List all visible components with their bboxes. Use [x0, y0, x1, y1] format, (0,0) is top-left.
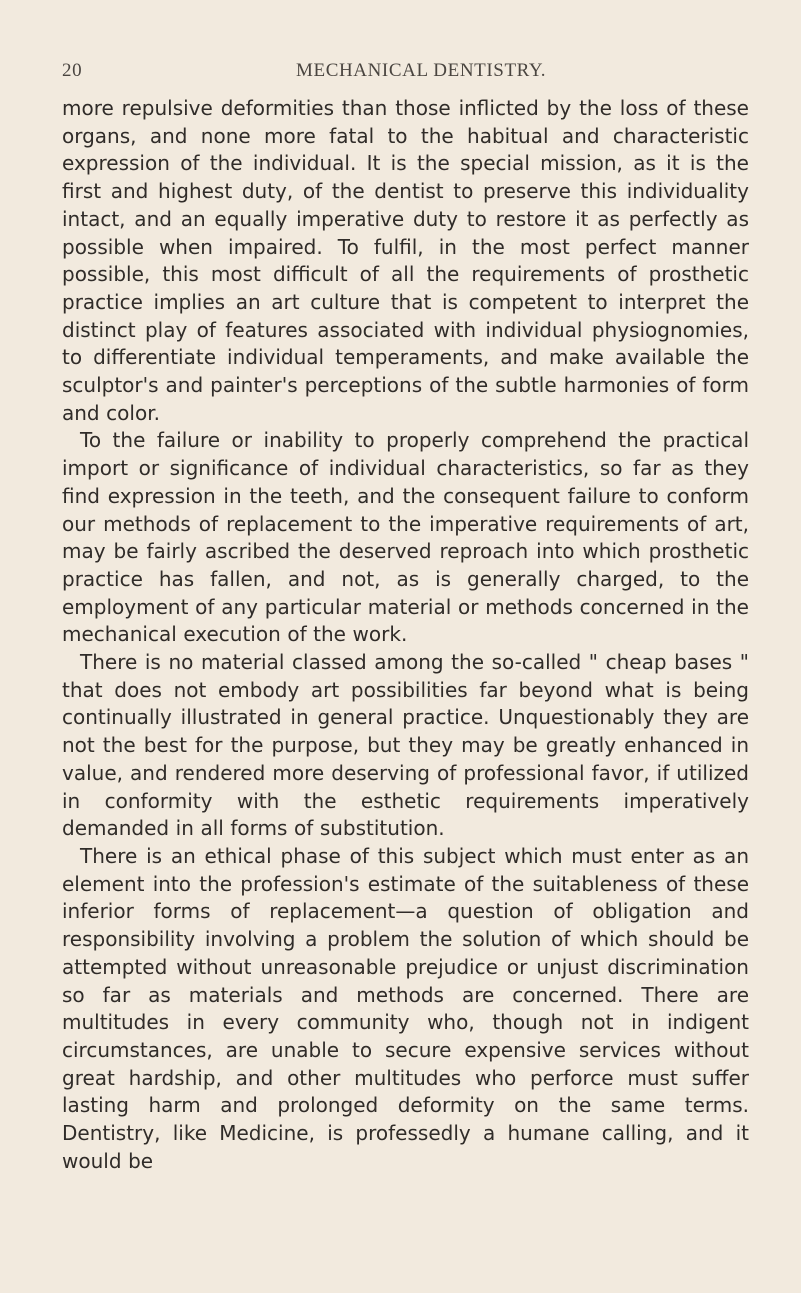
paragraph-ethical-phase: There is an ethical phase of this subject which must enter as an element into the profession's estimate of the suitableness of these inferior forms of replacement—a question of obligation and responsibility involving a problem the solution of which should be attempted without unreasonable prejudice or unjust discrimination so far as materials and methods are concerned. There are multitudes in every community who, though not in indigent circumstances, are unable to secure expensive services without great hardship, and other multitudes who perforce must suffer lasting harm and prolonged deformity on the same terms. Dentistry, like Medicine, is professedly a humane calling, and it would be — [62, 843, 749, 1173]
running-title: MECHANICAL DENTISTRY. — [296, 60, 547, 81]
paragraph-failure-to-comprehend: To the failure or inability to properly comprehend the practical import or significance of individual characteristics, so far as they find expression in the teeth, and the consequent failure to conform our methods of replacement to the imperative requirements of art, may be fairly ascribed the deserved reproach into which prosthetic practice has fallen, and not, as is generally charged, to the employment of any particular material or methods concerned in the mechanical execution of the work. — [62, 428, 749, 647]
paragraph-continued: more repulsive deformities than those inflicted by the loss of these organs, and none more fatal to the habitual and characteristic expression of the individual. It is the special mission, as it is the first and highest duty, of the dentist to preserve this individuality intact, and an equally imperative duty to restore it as perfectly as possible when impaired. To fulfil, in the most perfect manner possible, this most difficult of all the requirements of prosthetic practice implies an art culture that is competent to interpret the distinct play of features associated with individual physiognomies, to differentiate individual temperaments, and make available the sculptor's and painter's perceptions of the subtle harmonies of form and color. — [62, 96, 749, 425]
paragraph-cheap-bases: There is no material classed among the so-called " cheap bases " that does not embody art possibilities far beyond what is being continually illustrated in general practice. Unquestionably they are not the best for the purpose, but they may be greatly enhanced in value, and rendered more deserving of professional favor, if utilized in conformity with the esthetic requirements imperatively demanded in all forms of substitution. — [62, 650, 749, 841]
page-number: 20 — [62, 60, 83, 81]
running-head — [62, 60, 742, 86]
body-text — [62, 95, 749, 1175]
